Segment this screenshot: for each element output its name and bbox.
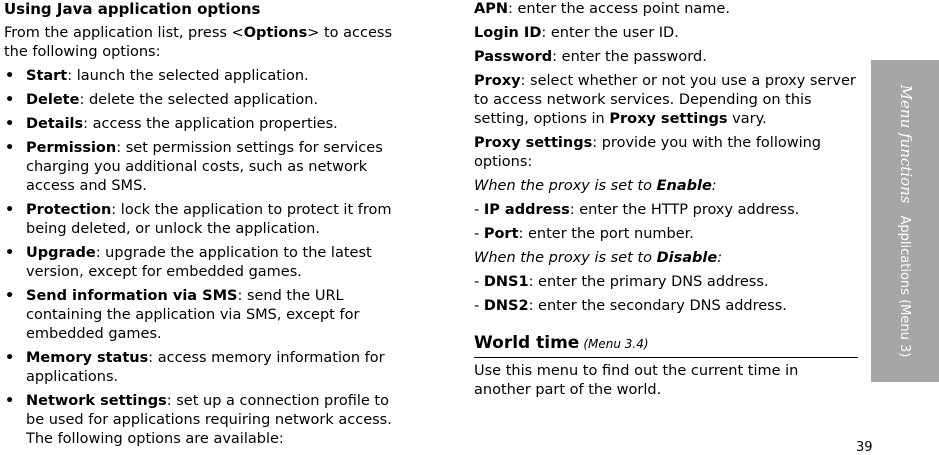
enable-post: : xyxy=(711,178,717,194)
proxy-settings-ref: Proxy settings xyxy=(609,111,728,127)
proxy-settings-entry xyxy=(474,134,858,172)
intro-text-2: > to access the following options: xyxy=(4,25,393,60)
dns1-entry xyxy=(474,273,858,292)
dns2-desc: : enter the secondary DNS address. xyxy=(528,298,787,314)
option-term: Start xyxy=(26,68,68,84)
list-item xyxy=(4,349,406,387)
disable-value: Disable xyxy=(656,250,718,266)
port-entry xyxy=(474,225,858,244)
page-number: 39 xyxy=(856,440,873,455)
world-time-menu-number: (Menu 3.4) xyxy=(583,337,649,351)
password-term: Password xyxy=(474,49,553,65)
bullet: • xyxy=(5,116,15,132)
proxy-entry xyxy=(474,72,858,129)
port-desc: : enter the port number. xyxy=(518,226,694,242)
option-desc: : access memory information for applications. xyxy=(26,350,385,385)
chapter-name: Menu functions xyxy=(897,84,915,204)
enable-condition xyxy=(474,177,858,196)
section-heading-java-options: Using Java application options xyxy=(4,0,261,18)
bullet: • xyxy=(5,68,15,84)
disable-pre: When the proxy is set to xyxy=(474,250,657,266)
intro-paragraph xyxy=(4,24,406,62)
option-desc: : upgrade the application to the latest version, except for embedded games. xyxy=(26,245,372,280)
option-term: Delete xyxy=(26,92,80,108)
login-entry xyxy=(474,24,858,43)
list-item xyxy=(4,91,406,110)
option-term: Details xyxy=(26,116,84,132)
proxy-term: Proxy xyxy=(474,73,521,89)
option-desc: : send the URL containing the application via SMS, except for embedded games. xyxy=(26,288,360,342)
dash: - xyxy=(474,298,484,314)
side-tab xyxy=(871,60,939,382)
bullet: • xyxy=(5,92,15,108)
enable-value: Enable xyxy=(656,178,712,194)
side-tab-label xyxy=(895,85,915,358)
disable-condition xyxy=(474,249,858,268)
option-term: Memory status xyxy=(26,350,149,366)
option-term: Send information via SMS xyxy=(26,288,238,304)
bullet: • xyxy=(5,140,15,156)
dash: - xyxy=(474,202,484,218)
bullet: • xyxy=(5,350,15,366)
bullet: • xyxy=(5,393,15,409)
dns1-desc: : enter the primary DNS address. xyxy=(528,274,769,290)
option-term: Permission xyxy=(26,140,117,156)
enable-pre: When the proxy is set to xyxy=(474,178,657,194)
apn-desc: : enter the access point name. xyxy=(507,1,730,17)
option-desc: : delete the selected application. xyxy=(79,92,319,108)
world-time-description: Use this menu to find out the current time in another part of the world. xyxy=(474,363,799,398)
password-desc: : enter the password. xyxy=(552,49,707,65)
right-column xyxy=(474,0,858,400)
options-list xyxy=(4,67,406,449)
apn-term: APN xyxy=(474,1,508,17)
disable-post: : xyxy=(717,250,723,266)
dns2-entry xyxy=(474,297,858,316)
section-name: Applications xyxy=(897,215,912,295)
list-item xyxy=(4,201,406,239)
world-time-heading xyxy=(474,331,858,358)
bullet: • xyxy=(5,245,15,261)
option-desc: : set permission settings for services charging you additional costs, such as network access and SMS. xyxy=(26,140,383,194)
ip-term: IP address xyxy=(483,202,570,218)
proxy-settings-desc: : provide you with the following options: xyxy=(474,135,822,170)
section-menu-number: (Menu 3) xyxy=(897,299,912,358)
login-desc: : enter the user ID. xyxy=(541,25,679,41)
proxy-settings-term: Proxy settings xyxy=(474,135,593,151)
option-term: Upgrade xyxy=(26,245,96,261)
password-entry xyxy=(474,48,858,67)
option-desc: : access the application properties. xyxy=(83,116,338,132)
list-item xyxy=(4,67,406,86)
option-term: Network settings xyxy=(26,393,167,409)
option-desc: : launch the selected application. xyxy=(67,68,309,84)
intro-options-key: Options xyxy=(243,25,308,41)
dns2-term: DNS2 xyxy=(483,298,529,314)
dns1-term: DNS1 xyxy=(483,274,529,290)
intro-text-1: From the application list, press < xyxy=(4,25,244,41)
dash: - xyxy=(474,226,484,242)
bullet: • xyxy=(5,202,15,218)
proxy-desc-end: vary. xyxy=(727,111,767,127)
list-item xyxy=(4,139,406,196)
left-column xyxy=(4,0,406,454)
option-desc: : lock the application to protect it from being deleted, or unlock the application. xyxy=(26,202,392,237)
port-term: Port xyxy=(483,226,519,242)
list-item xyxy=(4,244,406,282)
ip-address-entry xyxy=(474,201,858,220)
option-term: Protection xyxy=(26,202,112,218)
ip-desc: : enter the HTTP proxy address. xyxy=(569,202,800,218)
list-item xyxy=(4,287,406,344)
bullet: • xyxy=(5,288,15,304)
list-item xyxy=(4,392,406,449)
dash: - xyxy=(474,274,484,290)
login-term: Login ID xyxy=(474,25,542,41)
list-item xyxy=(4,115,406,134)
option-desc: : set up a connection profile to be used for applications requiring network access. The following options are available: xyxy=(26,393,392,447)
proxy-desc: : select whether or not you use a proxy server to access network services. Depending on this setting, options in xyxy=(474,73,856,127)
apn-entry xyxy=(474,0,858,19)
world-time-title: World time xyxy=(474,333,580,353)
